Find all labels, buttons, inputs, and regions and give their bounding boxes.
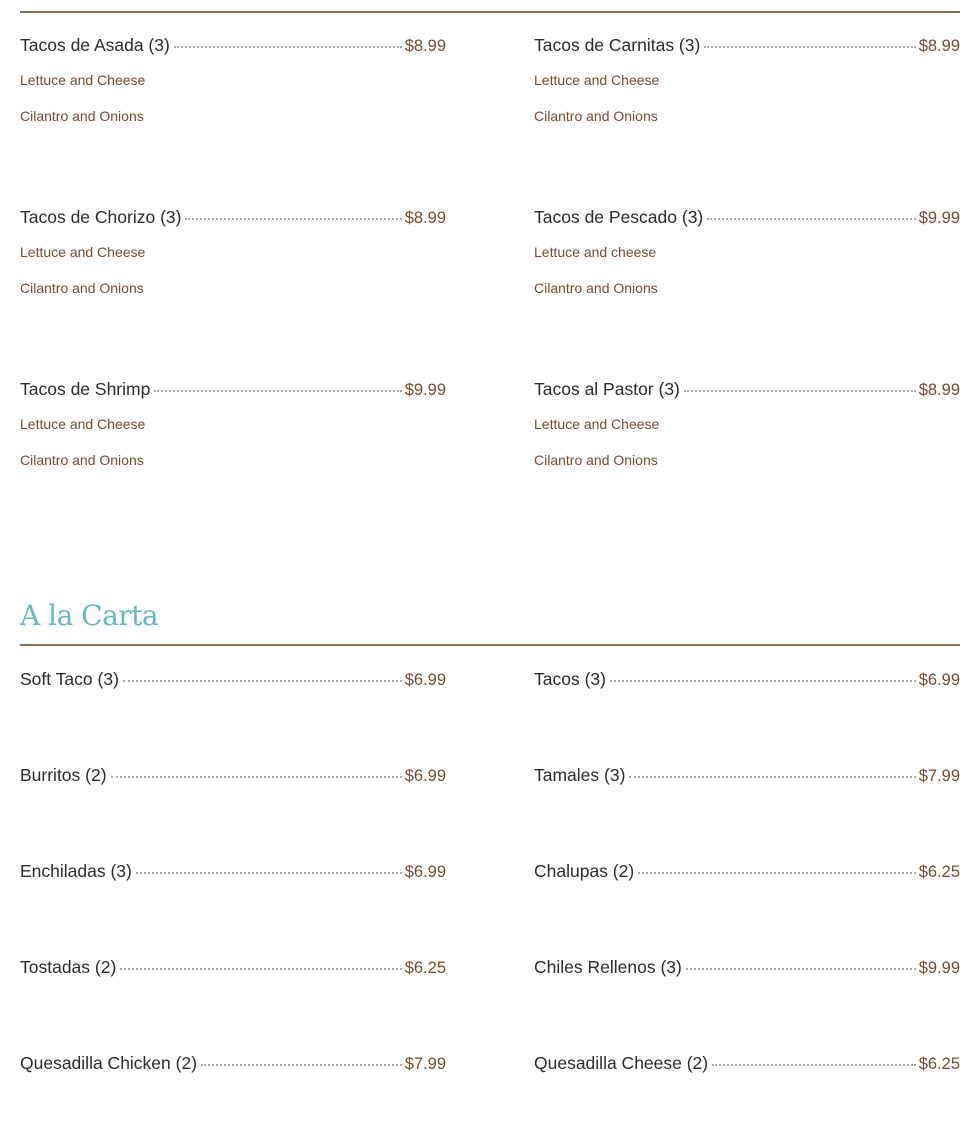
menu-item-row: [534, 379, 960, 403]
dot-leader: [111, 776, 402, 778]
menu-item-name: Tacos (3): [534, 669, 606, 689]
menu-item-price: $6.99: [404, 863, 446, 881]
menu-item-name: Enchiladas (3): [20, 861, 132, 881]
dot-leader: [136, 872, 402, 874]
menu-item-name: Tacos al Pastor (3): [534, 379, 680, 399]
menu-item: [534, 742, 960, 838]
section-title: A la Carta: [20, 599, 159, 632]
menu-item-price: $8.99: [918, 381, 960, 399]
menu-item-name: Chalupas (2): [534, 861, 635, 881]
menu-item-row: [534, 765, 960, 789]
menu-item: [534, 838, 960, 934]
menu-item: [534, 13, 960, 185]
menu-item-row: [534, 1053, 960, 1077]
dot-leader: [712, 1064, 916, 1066]
menu-item: [20, 357, 446, 529]
menu-item-row: [20, 669, 446, 693]
menu-item: [20, 742, 446, 838]
menu-item: [20, 1030, 446, 1126]
menu-item-price: $9.99: [918, 959, 960, 977]
dot-leader: [638, 872, 916, 874]
dot-leader: [120, 968, 401, 970]
menu-item-row: [20, 765, 446, 789]
dot-leader: [686, 968, 916, 970]
menu-item: [534, 185, 960, 357]
menu-item-description: Lettuce and Cheese: [20, 244, 146, 260]
menu-item-row: [20, 35, 446, 59]
menu-item: [20, 185, 446, 357]
menu-item-price: $6.99: [918, 671, 960, 689]
menu-item-price: $8.99: [404, 209, 446, 227]
menu-page: [20, 0, 960, 1126]
menu-item-price: $9.99: [404, 381, 446, 399]
menu-item-name: Quesadilla Chicken (2): [20, 1053, 198, 1073]
menu-item: [534, 646, 960, 742]
menu-item: [534, 357, 960, 529]
menu-item-row: [534, 957, 960, 981]
menu-item-name: Quesadilla Cheese (2): [534, 1053, 709, 1073]
menu-item-name: Burritos (2): [20, 765, 107, 785]
menu-item-name: Chiles Rellenos (3): [534, 957, 682, 977]
menu-item-description: Lettuce and Cheese: [534, 416, 660, 432]
menu-item-row: [20, 1053, 446, 1077]
dot-leader: [185, 218, 401, 220]
menu-item-description: Cilantro and Onions: [534, 280, 658, 296]
menu-item-description: Lettuce and Cheese: [20, 416, 146, 432]
menu-item-description: Cilantro and Onions: [534, 108, 658, 124]
menu-item-name: Tacos de Asada (3): [20, 35, 170, 55]
menu-item: [534, 1030, 960, 1126]
menu-item: [20, 934, 446, 1030]
dot-leader: [704, 46, 915, 48]
menu-item-name: Tacos de Carnitas (3): [534, 35, 701, 55]
a-la-carta-section: [20, 646, 960, 1126]
dot-leader: [707, 218, 915, 220]
dot-leader: [174, 46, 402, 48]
menu-item-row: [20, 861, 446, 885]
menu-item: [20, 646, 446, 742]
menu-item-price: $8.99: [918, 37, 960, 55]
menu-item-row: [20, 957, 446, 981]
menu-item-name: Tostadas (2): [20, 957, 117, 977]
menu-item-name: Tacos de Shrimp: [20, 379, 151, 399]
menu-item-price: $7.99: [404, 1055, 446, 1073]
menu-item-description: Lettuce and Cheese: [20, 72, 146, 88]
dot-leader: [154, 390, 401, 392]
menu-item-price: $6.99: [404, 671, 446, 689]
menu-item-row: [534, 207, 960, 231]
menu-item-price: $6.25: [918, 863, 960, 881]
menu-item-description: Lettuce and cheese: [534, 244, 657, 260]
menu-item: [20, 838, 446, 934]
dot-leader: [610, 680, 916, 682]
menu-item-price: $6.99: [404, 767, 446, 785]
tacos-section: [20, 13, 960, 529]
menu-item-price: $7.99: [918, 767, 960, 785]
menu-item: [534, 934, 960, 1030]
menu-item-row: [534, 861, 960, 885]
menu-item-description: Cilantro and Onions: [20, 108, 144, 124]
menu-item-row: [534, 35, 960, 59]
dot-leader: [684, 390, 916, 392]
menu-item-row: [20, 207, 446, 231]
menu-item: [20, 13, 446, 185]
menu-item-row: [20, 379, 446, 403]
menu-item-row: [534, 669, 960, 693]
menu-item-description: Cilantro and Onions: [20, 452, 144, 468]
menu-item-name: Tacos de Pescado (3): [534, 207, 704, 227]
menu-item-price: $9.99: [918, 209, 960, 227]
menu-item-description: Cilantro and Onions: [534, 452, 658, 468]
menu-item-name: Tamales (3): [534, 765, 626, 785]
menu-item-description: Lettuce and Cheese: [534, 72, 660, 88]
dot-leader: [629, 776, 915, 778]
menu-item-name: Soft Taco (3): [20, 669, 119, 689]
menu-item-price: $6.25: [404, 959, 446, 977]
menu-item-name: Tacos de Chorizo (3): [20, 207, 182, 227]
menu-item-description: Cilantro and Onions: [20, 280, 144, 296]
dot-leader: [201, 1064, 402, 1066]
dot-leader: [123, 680, 402, 682]
menu-item-price: $6.25: [918, 1055, 960, 1073]
menu-item-price: $8.99: [404, 37, 446, 55]
